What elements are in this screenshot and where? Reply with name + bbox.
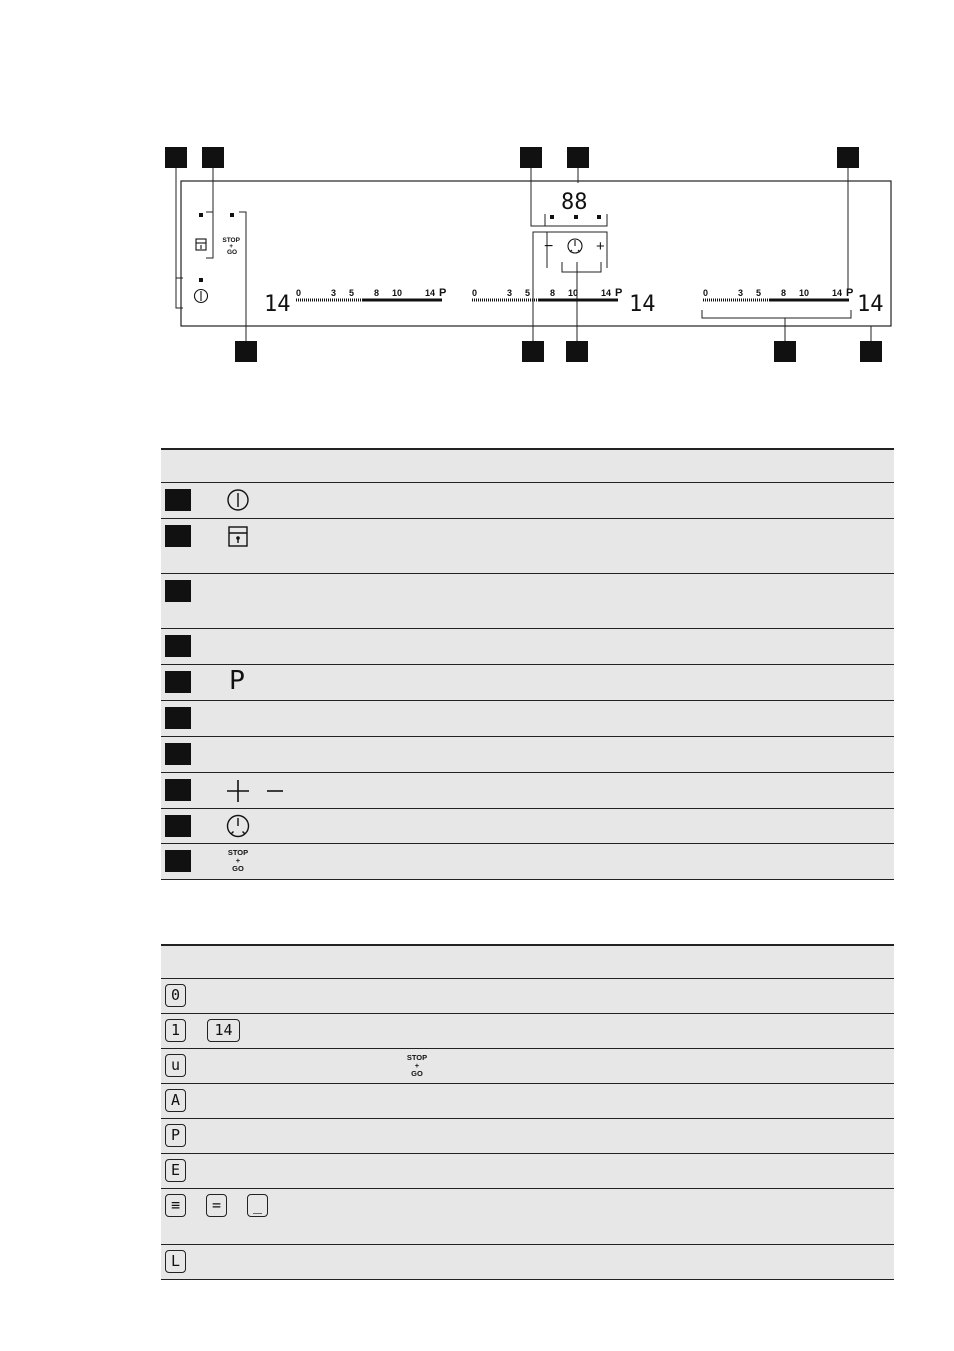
table-row — [161, 1014, 894, 1049]
display-symbol-l: L — [165, 1250, 186, 1273]
lock-icon[interactable] — [196, 239, 206, 250]
display-symbol-u: u — [165, 1054, 186, 1077]
row-number-box — [165, 707, 191, 729]
scale-label: P — [439, 287, 447, 299]
stop-go-icon — [224, 849, 252, 873]
panel-symbols-table — [161, 448, 894, 880]
table-row — [161, 1245, 894, 1280]
stop-label: STOP — [227, 848, 249, 857]
zone-display-right: 14 — [857, 292, 884, 317]
row-number-box — [165, 815, 191, 837]
scale-label: 10 — [799, 288, 810, 298]
table-row — [161, 483, 894, 519]
display-symbol-1: 1 — [165, 1019, 186, 1042]
zone-display-left: 14 — [264, 292, 291, 317]
display-symbol-residual-low: _ — [247, 1194, 268, 1217]
p-letter-icon: P — [229, 666, 245, 696]
table-row — [161, 665, 894, 701]
scale-label: 10 — [568, 288, 579, 298]
row-number-box — [165, 580, 191, 602]
scale-label: 3 — [331, 288, 337, 298]
scale-label: 8 — [550, 288, 556, 298]
callout-box-1 — [165, 147, 187, 168]
scale-label: 3 — [738, 288, 744, 298]
table-row — [161, 701, 894, 737]
timer-display: 88 — [561, 190, 588, 215]
table-row — [161, 844, 894, 880]
callout-box-6 — [837, 147, 859, 168]
scale-label: 10 — [392, 288, 403, 298]
row-number-box — [165, 489, 191, 511]
scale-label: 14 — [832, 288, 843, 298]
scale-label: 5 — [349, 288, 355, 298]
display-symbol-a: A — [165, 1089, 186, 1112]
lock-icon — [227, 524, 251, 550]
table-header — [161, 946, 894, 979]
display-symbol-p: P — [165, 1124, 186, 1147]
table-row — [161, 773, 894, 809]
scale-label: 14 — [601, 288, 612, 298]
callout-box-10 — [860, 341, 882, 362]
display-symbol-residual-mid: = — [206, 1194, 227, 1217]
scale-label: 5 — [525, 288, 531, 298]
callout-box-9 — [774, 341, 796, 362]
table-row — [161, 1154, 894, 1189]
callout-box-2 — [202, 147, 224, 168]
scale-label: P — [615, 287, 623, 299]
scale-label: P — [846, 287, 854, 299]
plus-label: + — [414, 1061, 420, 1070]
table-row — [161, 1119, 894, 1154]
callout-box-3 — [235, 341, 257, 362]
power-icon — [227, 487, 251, 513]
table-row — [161, 979, 894, 1014]
display-symbol-14: 14 — [207, 1019, 240, 1042]
row-number-box — [165, 850, 191, 872]
stop-go-icon — [403, 1054, 431, 1078]
control-panel-diagram — [0, 0, 954, 380]
timer-minus-icon[interactable]: − — [544, 238, 554, 255]
table-row — [161, 519, 894, 574]
table-row — [161, 1049, 894, 1084]
indicator-dots — [199, 213, 601, 282]
scale-label: 3 — [507, 288, 513, 298]
table-row — [161, 737, 894, 773]
row-number-box — [165, 671, 191, 693]
plus-label: + — [235, 856, 241, 865]
table-row — [161, 1189, 894, 1245]
stop-go-label[interactable]: STOP + GO — [222, 237, 240, 256]
callout-box-8 — [566, 341, 588, 362]
row-number-box — [165, 779, 191, 801]
plus-minus-icon — [225, 778, 285, 804]
callout-box-4 — [520, 147, 542, 168]
display-symbol-0: 0 — [165, 984, 186, 1007]
scale-label: 8 — [781, 288, 787, 298]
scale-label: 0 — [703, 288, 709, 298]
row-number-box — [165, 525, 191, 547]
go-label: GO — [232, 864, 244, 873]
callout-box-7 — [522, 341, 544, 362]
power-icon[interactable] — [195, 290, 208, 303]
scale-label: 8 — [374, 288, 380, 298]
row-number-box — [165, 743, 191, 765]
row-number-box — [165, 635, 191, 657]
scale-label: 14 — [425, 288, 436, 298]
scale-label: 0 — [472, 288, 478, 298]
slider-scales[interactable] — [296, 287, 853, 300]
table-header — [161, 450, 894, 483]
display-symbol-e: E — [165, 1159, 186, 1182]
table-row — [161, 809, 894, 844]
stop-label: STOP — [406, 1053, 428, 1062]
table-row — [161, 1084, 894, 1119]
display-symbols-table — [161, 944, 894, 1280]
go-label: GO — [411, 1069, 423, 1078]
table-row — [161, 629, 894, 665]
zone-display-middle: 14 — [629, 292, 656, 317]
callout-box-5 — [567, 147, 589, 168]
scale-label: 0 — [296, 288, 302, 298]
timer-icon — [226, 813, 252, 839]
timer-plus-icon[interactable]: + — [596, 238, 605, 255]
display-symbol-residual-high: ≡ — [165, 1194, 186, 1217]
scale-label: 5 — [756, 288, 762, 298]
timer-icon[interactable] — [568, 239, 582, 253]
table-row — [161, 574, 894, 629]
